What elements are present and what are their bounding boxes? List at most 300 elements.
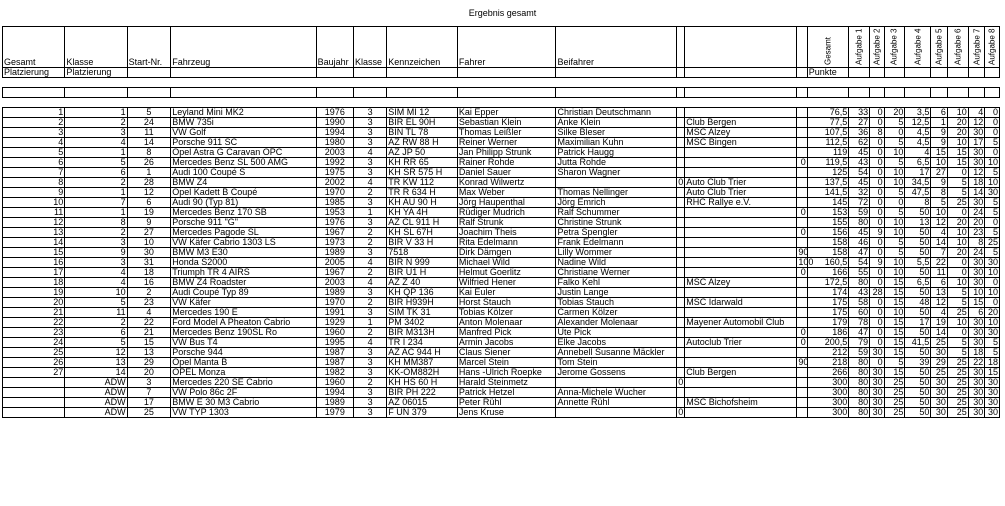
cell-task-2: 30 bbox=[870, 408, 885, 418]
cell-class: 4 bbox=[354, 278, 387, 288]
cell-rank-class: 12 bbox=[65, 348, 127, 358]
cell-extra bbox=[676, 148, 684, 158]
cell-total: 166 bbox=[807, 268, 849, 278]
cell-year: 1976 bbox=[316, 108, 353, 118]
cell-total: 137,5 bbox=[807, 178, 849, 188]
cell-task-7: 30 bbox=[968, 318, 985, 328]
cell-rank-overall: 6 bbox=[3, 158, 65, 168]
cell-task-3: 10 bbox=[884, 258, 905, 268]
table-row bbox=[3, 368, 1000, 378]
cell-task-1: 80 bbox=[849, 368, 870, 378]
cell-rank-class: 14 bbox=[65, 368, 127, 378]
cell-task-1: 80 bbox=[849, 408, 870, 418]
cell-task-1: 59 bbox=[849, 208, 870, 218]
cell-start-nr: 13 bbox=[127, 348, 171, 358]
cell-task-6: 0 bbox=[947, 328, 968, 338]
cell-task-4: 34,5 bbox=[905, 178, 931, 188]
cell-club bbox=[685, 218, 797, 228]
header-kennzeichen: Kennzeichen bbox=[387, 27, 458, 68]
table-row bbox=[3, 298, 1000, 308]
cell-rank-class: 5 bbox=[65, 338, 127, 348]
cell-rank-overall: 14 bbox=[3, 238, 65, 248]
header-aufgabe-2: Aufgabe 2 bbox=[870, 27, 885, 68]
cell-bonus bbox=[797, 118, 807, 128]
cell-rank-class: 1 bbox=[65, 208, 127, 218]
cell-task-5: 12 bbox=[931, 298, 948, 308]
cell-task-1: 60 bbox=[849, 308, 870, 318]
cell-start-nr: 31 bbox=[127, 258, 171, 268]
header-aufgabe-8: Aufgabe 8 bbox=[985, 27, 1000, 68]
cell-rank-overall: 20 bbox=[3, 298, 65, 308]
cell-task-7: 30 bbox=[968, 198, 985, 208]
cell-task-5: 13 bbox=[931, 288, 948, 298]
cell-total: 174 bbox=[807, 288, 849, 298]
cell-bonus bbox=[797, 308, 807, 318]
cell-bonus bbox=[797, 408, 807, 418]
cell-task-1: 46 bbox=[849, 238, 870, 248]
header-punkte: Punkte bbox=[807, 68, 849, 78]
cell-start-nr: 18 bbox=[127, 268, 171, 278]
cell-co-driver: Annebell Susanne Mäckler bbox=[556, 348, 676, 358]
cell-vehicle: VW TYP 1303 bbox=[171, 408, 316, 418]
cell-task-4: 8 bbox=[905, 198, 931, 208]
cell-task-4: 17 bbox=[905, 318, 931, 328]
cell-year: 1989 bbox=[316, 398, 353, 408]
table-row bbox=[3, 158, 1000, 168]
cell-task-5: 10 bbox=[931, 208, 948, 218]
cell-task-5: 30 bbox=[931, 348, 948, 358]
cell-vehicle: VW Käfer Cabrio 1303 LS bbox=[171, 238, 316, 248]
cell-club bbox=[685, 208, 797, 218]
cell-task-8: 10 bbox=[985, 318, 1000, 328]
cell-start-nr: 15 bbox=[127, 338, 171, 348]
cell-task-6: 25 bbox=[947, 388, 968, 398]
cell-task-1: 80 bbox=[849, 278, 870, 288]
cell-task-6: 25 bbox=[947, 368, 968, 378]
cell-task-3: 5 bbox=[884, 138, 905, 148]
cell-co-driver: Tobias Stauch bbox=[556, 298, 676, 308]
table-row bbox=[3, 278, 1000, 288]
cell-bonus bbox=[797, 128, 807, 138]
cell-task-3: 10 bbox=[884, 178, 905, 188]
cell-year: 1987 bbox=[316, 358, 353, 368]
cell-extra bbox=[676, 278, 684, 288]
cell-driver: Manfred Pick bbox=[457, 328, 556, 338]
cell-class: 3 bbox=[354, 138, 387, 148]
cell-task-8: 25 bbox=[985, 238, 1000, 248]
cell-plate: TR R 634 H bbox=[387, 188, 458, 198]
cell-extra bbox=[676, 368, 684, 378]
cell-total: 125 bbox=[807, 168, 849, 178]
cell-rank-class: 4 bbox=[65, 268, 127, 278]
cell-start-nr: 26 bbox=[127, 158, 171, 168]
cell-bonus: 90 bbox=[798, 357, 809, 367]
cell-rank-overall bbox=[3, 378, 65, 388]
cell-year: 1994 bbox=[316, 388, 353, 398]
cell-club bbox=[685, 408, 797, 418]
cell-task-7: 4 bbox=[968, 108, 985, 118]
cell-start-nr: 7 bbox=[127, 388, 171, 398]
cell-vehicle: BMW M3 E30 bbox=[171, 248, 316, 258]
cell-start-nr: 4 bbox=[127, 308, 171, 318]
cell-task-3: 10 bbox=[884, 148, 905, 158]
cell-task-5: 14 bbox=[931, 328, 948, 338]
cell-class: 4 bbox=[354, 338, 387, 348]
cell-vehicle: Audi 90 (Typ 81) bbox=[171, 198, 316, 208]
cell-year: 1991 bbox=[316, 308, 353, 318]
header-startnr: Start-Nr. bbox=[127, 27, 171, 68]
header-aufgabe-7: Aufgabe 7 bbox=[968, 27, 985, 68]
cell-start-nr: 19 bbox=[127, 208, 171, 218]
cell-plate: BIR EL 90H bbox=[387, 118, 458, 128]
cell-vehicle: Honda S2000 bbox=[171, 258, 316, 268]
cell-task-8: 0 bbox=[985, 118, 1000, 128]
cell-bonus: 0 bbox=[797, 228, 807, 238]
cell-task-2: 0 bbox=[870, 308, 885, 318]
cell-year: 1960 bbox=[316, 378, 353, 388]
cell-task-2: 0 bbox=[870, 358, 885, 368]
cell-start-nr: 5 bbox=[127, 108, 171, 118]
cell-plate: KH HS 60 H bbox=[387, 378, 458, 388]
cell-task-6: 25 bbox=[947, 398, 968, 408]
cell-rank-class: 3 bbox=[65, 258, 127, 268]
cell-task-7: 24 bbox=[968, 208, 985, 218]
cell-vehicle: BMW Z4 Roadster bbox=[171, 278, 316, 288]
cell-driver: Michael Wild bbox=[457, 258, 556, 268]
cell-plate: TR I 234 bbox=[387, 338, 458, 348]
header-row bbox=[3, 27, 1000, 68]
cell-task-2: 0 bbox=[870, 298, 885, 308]
cell-rank-class: 2 bbox=[65, 318, 127, 328]
cell-year: 1979 bbox=[316, 408, 353, 418]
cell-extra bbox=[676, 248, 684, 258]
cell-task-8: 10 bbox=[985, 288, 1000, 298]
cell-bonus bbox=[797, 138, 807, 148]
cell-club bbox=[685, 348, 797, 358]
cell-club: MSC Alzey bbox=[685, 278, 797, 288]
cell-task-2: 28 bbox=[870, 288, 885, 298]
cell-rank-overall bbox=[3, 408, 65, 418]
cell-task-5: 30 bbox=[931, 388, 948, 398]
cell-bonus bbox=[797, 238, 807, 248]
cell-rank-class: 2 bbox=[65, 178, 127, 188]
cell-club: Mayener Automobil Club bbox=[685, 318, 797, 328]
cell-task-6: 0 bbox=[947, 208, 968, 218]
cell-task-2: 0 bbox=[870, 248, 885, 258]
cell-task-5: 6 bbox=[931, 108, 948, 118]
cell-task-1: 55 bbox=[849, 268, 870, 278]
cell-plate: BIR U1 H bbox=[387, 268, 458, 278]
cell-start-nr: 11 bbox=[127, 128, 171, 138]
table-row bbox=[3, 198, 1000, 208]
cell-co-driver: Jerome Gossens bbox=[556, 368, 676, 378]
cell-task-8: 30 bbox=[985, 388, 1000, 398]
cell-task-4: 50 bbox=[905, 248, 931, 258]
header-aufgabe-3: Aufgabe 3 bbox=[884, 27, 905, 68]
header-aufgabe-4: Aufgabe 4 bbox=[905, 27, 931, 68]
cell-bonus bbox=[797, 178, 807, 188]
cell-task-5: 11 bbox=[931, 268, 948, 278]
cell-task-1: 47 bbox=[849, 248, 870, 258]
cell-bonus: 0 bbox=[797, 268, 807, 278]
cell-total: 145 bbox=[807, 198, 849, 208]
cell-rank-overall: 7 bbox=[3, 168, 65, 178]
cell-task-7: 15 bbox=[968, 298, 985, 308]
cell-extra bbox=[676, 238, 684, 248]
cell-task-1: 32 bbox=[849, 188, 870, 198]
cell-task-3: 10 bbox=[884, 168, 905, 178]
cell-task-6: 10 bbox=[947, 138, 968, 148]
cell-vehicle: Mercedes Benz 170 SB bbox=[171, 208, 316, 218]
cell-extra bbox=[676, 258, 684, 268]
cell-plate: BIN TL 78 bbox=[387, 128, 458, 138]
cell-total: 119 bbox=[807, 148, 849, 158]
cell-task-5: 25 bbox=[931, 338, 948, 348]
cell-plate: SIM TK 31 bbox=[387, 308, 458, 318]
cell-task-4: 3,5 bbox=[905, 108, 931, 118]
cell-vehicle: Audi 100 Coupé S bbox=[171, 168, 316, 178]
cell-task-7: 18 bbox=[968, 178, 985, 188]
cell-year: 1970 bbox=[316, 188, 353, 198]
cell-club bbox=[685, 238, 797, 248]
cell-task-7: 18 bbox=[968, 348, 985, 358]
cell-task-4: 50 bbox=[905, 288, 931, 298]
cell-rank-class: 2 bbox=[65, 228, 127, 238]
cell-class: 1 bbox=[354, 208, 387, 218]
cell-task-4: 4,5 bbox=[905, 128, 931, 138]
cell-task-1: 78 bbox=[849, 318, 870, 328]
cell-task-2: 0 bbox=[870, 178, 885, 188]
cell-rank-overall: 13 bbox=[3, 228, 65, 238]
cell-co-driver bbox=[556, 408, 676, 418]
cell-class: 1 bbox=[354, 318, 387, 328]
cell-task-2: 30 bbox=[870, 348, 885, 358]
cell-task-7: 30 bbox=[968, 388, 985, 398]
cell-year: 1987 bbox=[316, 348, 353, 358]
cell-task-8: 5 bbox=[985, 248, 1000, 258]
cell-bonus bbox=[797, 148, 807, 158]
cell-co-driver: Christine Strunk bbox=[556, 218, 676, 228]
cell-co-driver: Christiane Werner bbox=[556, 268, 676, 278]
cell-task-8: 5 bbox=[985, 208, 1000, 218]
cell-driver: Hans -Ulrich Roepke bbox=[457, 368, 556, 378]
cell-task-7: 30 bbox=[968, 148, 985, 158]
cell-task-6: 10 bbox=[947, 238, 968, 248]
cell-class: 2 bbox=[354, 328, 387, 338]
cell-class: 3 bbox=[354, 248, 387, 258]
cell-task-6: 10 bbox=[947, 108, 968, 118]
cell-total: 141,5 bbox=[807, 188, 849, 198]
cell-task-1: 54 bbox=[849, 168, 870, 178]
cell-task-2: 0 bbox=[870, 198, 885, 208]
cell-driver: Marcel Stein bbox=[457, 358, 556, 368]
cell-task-7: 30 bbox=[968, 368, 985, 378]
cell-task-5: 5 bbox=[931, 198, 948, 208]
cell-rank-class: ADW bbox=[65, 398, 127, 408]
cell-extra bbox=[676, 358, 684, 368]
cell-co-driver: Petra Spengler bbox=[556, 228, 676, 238]
cell-task-8: 30 bbox=[985, 378, 1000, 388]
cell-co-driver: Anke Klein bbox=[556, 118, 676, 128]
cell-task-3: 5 bbox=[884, 358, 905, 368]
cell-start-nr: 3 bbox=[127, 378, 171, 388]
cell-rank-class: 3 bbox=[65, 128, 127, 138]
cell-bonus bbox=[797, 318, 807, 328]
cell-task-7: 30 bbox=[968, 258, 985, 268]
cell-task-6: 20 bbox=[947, 128, 968, 138]
cell-extra bbox=[676, 128, 684, 138]
cell-rank-class: ADW bbox=[65, 388, 127, 398]
cell-co-driver: Lilly Wommer bbox=[556, 248, 676, 258]
table-row bbox=[3, 288, 1000, 298]
cell-task-7: 30 bbox=[968, 268, 985, 278]
cell-year: 1975 bbox=[316, 168, 353, 178]
cell-plate: KH SR 575 H bbox=[387, 168, 458, 178]
cell-club bbox=[685, 268, 797, 278]
header-baujahr: Baujahr bbox=[316, 27, 353, 68]
cell-task-2: 8 bbox=[870, 128, 885, 138]
table-row bbox=[3, 258, 1000, 268]
cell-bonus bbox=[797, 398, 807, 408]
cell-task-6: 15 bbox=[947, 148, 968, 158]
cell-vehicle: Porsche 911 "G" bbox=[171, 218, 316, 228]
cell-task-2: 0 bbox=[870, 328, 885, 338]
cell-rank-class: 1 bbox=[65, 148, 127, 158]
cell-extra bbox=[676, 318, 684, 328]
cell-task-1: 80 bbox=[849, 388, 870, 398]
cell-task-6: 25 bbox=[947, 378, 968, 388]
cell-task-7: 24 bbox=[968, 248, 985, 258]
cell-task-4: 50 bbox=[905, 388, 931, 398]
cell-task-1: 59 bbox=[849, 348, 870, 358]
cell-extra bbox=[676, 188, 684, 198]
cell-bonus: 90 bbox=[798, 247, 809, 257]
cell-extra bbox=[676, 348, 684, 358]
table-row bbox=[3, 328, 1000, 338]
cell-rank-overall: 27 bbox=[3, 368, 65, 378]
header-klasse: Klasse bbox=[65, 27, 127, 68]
cell-task-2: 0 bbox=[870, 318, 885, 328]
cell-task-2: 0 bbox=[870, 218, 885, 228]
cell-total: 218 bbox=[807, 358, 849, 368]
cell-task-2: 9 bbox=[870, 258, 885, 268]
cell-task-6: 10 bbox=[947, 228, 968, 238]
cell-task-1: 43 bbox=[849, 158, 870, 168]
cell-total: 300 bbox=[807, 388, 849, 398]
cell-total: 266 bbox=[807, 368, 849, 378]
cell-task-8: 20 bbox=[985, 308, 1000, 318]
cell-rank-overall: 18 bbox=[3, 278, 65, 288]
cell-total: 156 bbox=[807, 228, 849, 238]
cell-driver: Horst Stauch bbox=[457, 298, 556, 308]
cell-rank-class: 8 bbox=[65, 218, 127, 228]
cell-task-8: 18 bbox=[985, 358, 1000, 368]
cell-task-3: 15 bbox=[884, 368, 905, 378]
cell-vehicle: VW Golf bbox=[171, 128, 316, 138]
cell-task-3: 10 bbox=[884, 218, 905, 228]
cell-task-3: 15 bbox=[884, 288, 905, 298]
cell-vehicle: Mercedes 220 SE Cabrio bbox=[171, 378, 316, 388]
cell-task-1: 45 bbox=[849, 178, 870, 188]
cell-task-8: 5 bbox=[985, 168, 1000, 178]
cell-task-7: 14 bbox=[968, 188, 985, 198]
cell-driver: Daniel Sauer bbox=[457, 168, 556, 178]
cell-task-7: 22 bbox=[968, 358, 985, 368]
cell-club bbox=[685, 328, 797, 338]
cell-co-driver: Annette Rühl bbox=[556, 398, 676, 408]
cell-class: 3 bbox=[354, 398, 387, 408]
cell-co-driver: Jörg Emrich bbox=[556, 198, 676, 208]
header-klasse2: Klasse bbox=[354, 27, 387, 68]
cell-task-2: 30 bbox=[870, 378, 885, 388]
table-row bbox=[3, 388, 1000, 398]
cell-extra bbox=[676, 338, 684, 348]
cell-task-7: 8 bbox=[968, 238, 985, 248]
cell-extra bbox=[676, 398, 684, 408]
cell-start-nr: 17 bbox=[127, 398, 171, 408]
cell-driver: Thomas Leißler bbox=[457, 128, 556, 138]
results-table bbox=[2, 26, 1000, 418]
cell-rank-overall: 25 bbox=[3, 348, 65, 358]
cell-plate: AZ RW 88 H bbox=[387, 138, 458, 148]
table-row bbox=[3, 238, 1000, 248]
cell-driver: Claus Siener bbox=[457, 348, 556, 358]
cell-club: MSC Alzey bbox=[685, 128, 797, 138]
header-gesamt: Gesamt bbox=[3, 27, 65, 68]
cell-task-7: 30 bbox=[968, 398, 985, 408]
cell-club bbox=[685, 168, 797, 178]
cell-task-5: 30 bbox=[931, 378, 948, 388]
cell-task-8: 0 bbox=[985, 218, 1000, 228]
cell-task-3: 10 bbox=[884, 268, 905, 278]
cell-rank-overall bbox=[3, 398, 65, 408]
cell-total: 160,5 bbox=[807, 258, 849, 268]
cell-task-1: 62 bbox=[849, 138, 870, 148]
cell-class: 2 bbox=[354, 228, 387, 238]
cell-task-2: 0 bbox=[870, 158, 885, 168]
cell-driver: Ralf Strunk bbox=[457, 218, 556, 228]
cell-task-6: 5 bbox=[947, 288, 968, 298]
cell-plate: TR KW 112 bbox=[387, 178, 458, 188]
cell-task-2: 0 bbox=[870, 268, 885, 278]
table-row bbox=[3, 268, 1000, 278]
cell-task-8: 10 bbox=[985, 158, 1000, 168]
cell-task-1: 58 bbox=[849, 298, 870, 308]
cell-task-3: 5 bbox=[884, 238, 905, 248]
cell-rank-class: 6 bbox=[65, 328, 127, 338]
cell-plate: AZ AC 944 H bbox=[387, 348, 458, 358]
cell-task-3: 15 bbox=[884, 318, 905, 328]
cell-vehicle: Mercedes Pagode SL bbox=[171, 228, 316, 238]
cell-task-7: 30 bbox=[968, 408, 985, 418]
cell-task-6: 20 bbox=[947, 218, 968, 228]
table-row bbox=[3, 138, 1000, 148]
cell-task-4: 17 bbox=[905, 168, 931, 178]
sheet-title: Ergebnis gesamt bbox=[468, 8, 537, 18]
cell-driver: Rita Edelmann bbox=[457, 238, 556, 248]
cell-task-6: 5 bbox=[947, 188, 968, 198]
cell-plate: 7518 bbox=[387, 248, 458, 258]
table-row bbox=[3, 228, 1000, 238]
cell-driver: Sebastian Klein bbox=[457, 118, 556, 128]
cell-year: 2002 bbox=[316, 178, 353, 188]
cell-task-5: 30 bbox=[931, 398, 948, 408]
cell-rank-class: 4 bbox=[65, 138, 127, 148]
cell-co-driver: Sharon Wagner bbox=[556, 168, 676, 178]
cell-total: 107,5 bbox=[807, 128, 849, 138]
cell-class: 3 bbox=[354, 168, 387, 178]
cell-task-1: 36 bbox=[849, 128, 870, 138]
